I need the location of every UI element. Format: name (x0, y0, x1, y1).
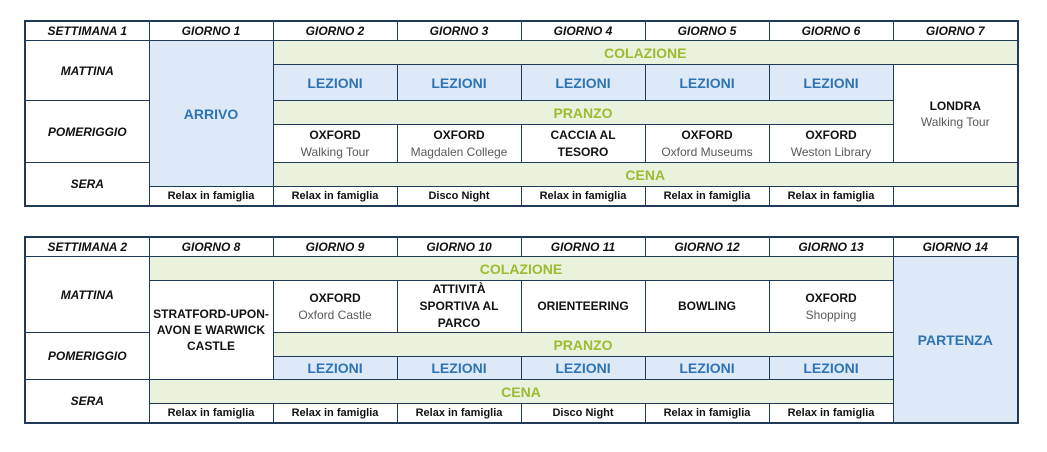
activity-title: ATTIVITÀ SPORTIVA AL PARCO (419, 282, 499, 330)
activity-title: OXFORD (433, 127, 485, 142)
day-header: GIORNO 3 (397, 21, 521, 41)
week-label: SETTIMANA 2 (25, 237, 149, 257)
day-header: GIORNO 4 (521, 21, 645, 41)
row-label-afternoon: POMERIGGIO (25, 101, 149, 163)
evening-cell: Relax in famiglia (273, 404, 397, 424)
evening-cell: Relax in famiglia (645, 404, 769, 424)
activity-cell (769, 125, 893, 163)
day-header: GIORNO 10 (397, 237, 521, 257)
evening-cell: Relax in famiglia (769, 187, 893, 207)
evening-cell: Relax in famiglia (645, 187, 769, 207)
activity-cell (397, 125, 521, 163)
lesson-cell: LEZIONI (397, 357, 521, 380)
row-label-afternoon: POMERIGGIO (25, 333, 149, 380)
day-header: GIORNO 14 (893, 237, 1018, 257)
row-label-evening: SERA (25, 163, 149, 207)
activity-subtitle: Oxford Castle (298, 307, 372, 322)
activity-title: CACCIA AL TESORO (550, 127, 616, 159)
activity-cell (273, 125, 397, 163)
evening-cell: Relax in famiglia (149, 187, 273, 207)
lunch-bar: PRANZO (273, 333, 893, 357)
lesson-cell: LEZIONI (645, 65, 769, 101)
lesson-cell: LEZIONI (521, 357, 645, 380)
activity-title: OXFORD (805, 127, 857, 142)
evening-cell: Disco Night (521, 404, 645, 424)
day-header: GIORNO 9 (273, 237, 397, 257)
day-header: GIORNO 6 (769, 21, 893, 41)
day-header: GIORNO 7 (893, 21, 1018, 41)
activity-subtitle: Weston Library (790, 144, 872, 159)
dinner-bar: CENA (149, 380, 893, 404)
activity-cell (645, 125, 769, 163)
day-header: GIORNO 2 (273, 21, 397, 41)
day-header: GIORNO 1 (149, 21, 273, 41)
row-label-morning: MATTINA (25, 257, 149, 333)
lunch-bar: PRANZO (273, 101, 893, 125)
lesson-cell: LEZIONI (521, 65, 645, 101)
day-header: GIORNO 12 (645, 237, 769, 257)
day-header: GIORNO 8 (149, 237, 273, 257)
evening-cell: Relax in famiglia (397, 404, 521, 424)
lesson-cell: LEZIONI (397, 65, 521, 101)
row-label-evening: SERA (25, 380, 149, 424)
day-header: GIORNO 13 (769, 237, 893, 257)
breakfast-bar: COLAZIONE (149, 257, 893, 281)
activity-cell (521, 125, 645, 163)
departure-cell: PARTENZA (893, 257, 1018, 424)
day-header: GIORNO 11 (521, 237, 645, 257)
week2-header-row (25, 237, 1018, 257)
lesson-cell: LEZIONI (273, 357, 397, 380)
day7-london-cell (893, 65, 1018, 163)
activity-subtitle: Walking Tour (300, 144, 370, 159)
activity-title: ORIENTEERING (537, 299, 629, 313)
dinner-bar: CENA (273, 163, 1018, 187)
week1-header-row (25, 21, 1018, 41)
activity-subtitle: Walking Tour (920, 114, 990, 129)
day8-excursion-cell: STRATFORD-UPON-AVON E WARWICK CASTLE (149, 281, 273, 380)
activity-subtitle: Shopping (805, 307, 857, 322)
arrival-cell: ARRIVO (149, 41, 273, 187)
evening-cell: Relax in famiglia (149, 404, 273, 424)
day-header: GIORNO 5 (645, 21, 769, 41)
lesson-cell: LEZIONI (645, 357, 769, 380)
lesson-cell: LEZIONI (769, 357, 893, 380)
activity-cell (397, 281, 521, 333)
week1-schedule-table (24, 20, 1019, 207)
activity-title: LONDRA (929, 98, 981, 113)
breakfast-bar: COLAZIONE (273, 41, 1018, 65)
week-label: SETTIMANA 1 (25, 21, 149, 41)
activity-title: BOWLING (678, 299, 736, 313)
evening-cell: Disco Night (397, 187, 521, 207)
evening-cell: Relax in famiglia (769, 404, 893, 424)
activity-title: OXFORD (805, 290, 857, 305)
evening-cell: Relax in famiglia (273, 187, 397, 207)
activity-cell (521, 281, 645, 333)
activity-subtitle: Oxford Museums (661, 144, 753, 159)
activity-cell (645, 281, 769, 333)
evening-cell: Relax in famiglia (521, 187, 645, 207)
week2-schedule-table (24, 236, 1019, 424)
activity-title: OXFORD (681, 127, 733, 142)
row-label-morning: MATTINA (25, 41, 149, 101)
activity-cell (769, 281, 893, 333)
activity-title: OXFORD (309, 127, 361, 142)
lesson-cell: LEZIONI (273, 65, 397, 101)
activity-title: OXFORD (309, 290, 361, 305)
lesson-cell: LEZIONI (769, 65, 893, 101)
activity-cell (273, 281, 397, 333)
activity-subtitle: Magdalen College (410, 144, 508, 159)
